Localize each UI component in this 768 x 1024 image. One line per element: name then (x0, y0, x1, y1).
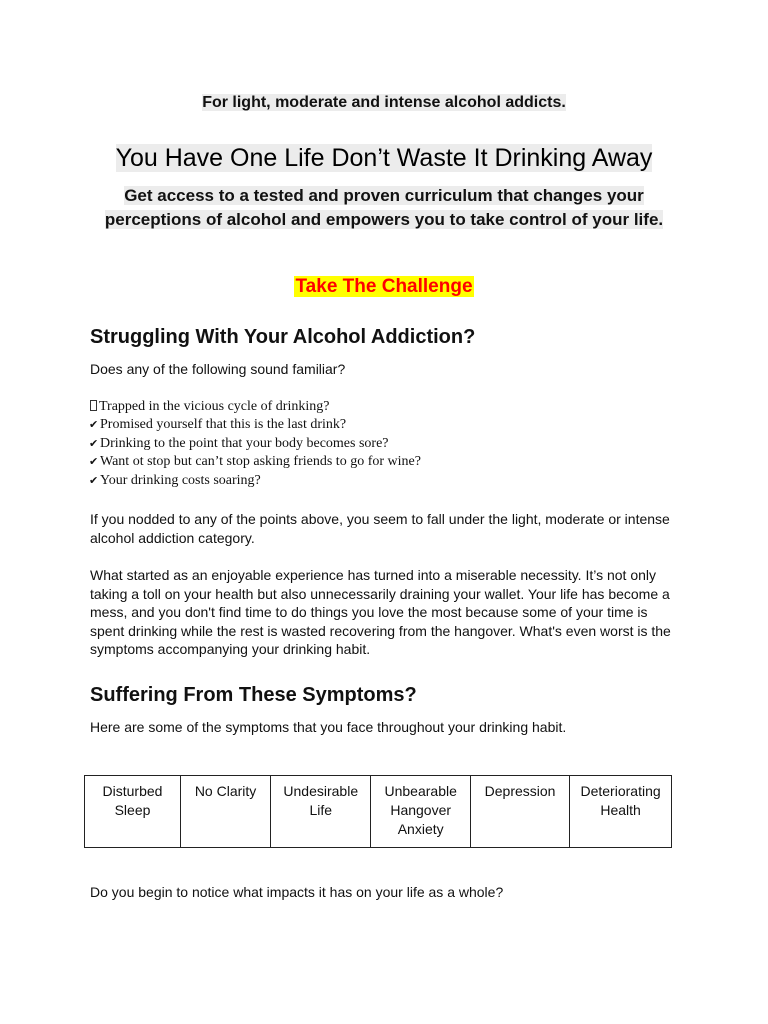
table-cell: No Clarity (180, 776, 270, 848)
table-cell: Disturbed Sleep (85, 776, 181, 848)
list-item: ✔ Promised yourself that this is the last drink? (89, 416, 689, 434)
paragraph-category: If you nodded to any of the points above, you seem to fall under the light, moderate or intense alcohol addiction category. (90, 511, 670, 546)
checkmark-icon: ✔ (89, 436, 99, 450)
checkmark-icon: ✔ (89, 418, 99, 432)
table-cell: Deteriorating Health (570, 776, 672, 848)
closing-question: Do you begin to notice what impacts it has on your life as a whole? (90, 884, 504, 900)
symptoms-intro: Here are some of the symptoms that you face throughout your drinking habit. (90, 719, 567, 735)
symptoms-table (84, 775, 672, 848)
table-cell: Unbearable Hangover Anxiety (371, 776, 471, 848)
subheadline-line-2: perceptions of alcohol and empowers you to take control of your life. (104, 210, 664, 229)
cta-container (0, 274, 768, 300)
table-row (85, 776, 672, 848)
symptom-checklist (89, 398, 689, 490)
empty-box-icon (90, 400, 97, 411)
tagline: For light, moderate and intense alcohol addicts. (202, 94, 566, 111)
take-challenge-link[interactable]: Take The Challenge (295, 276, 473, 297)
paragraph-experience: What started as an enjoyable experience has turned into a miserable necessity. It’s not only taking a toll on your health but also unnecessarily draining your wallet. Your life has become a mess, and you don't find time to do things you love the most because some of your time is spent drinking while the rest is wasted recovering from the hangover. What's even worst is the symptoms accompanying your drinking habit. (90, 567, 671, 657)
section-intro: Does any of the following sound familiar? (90, 361, 346, 377)
checkmark-icon: ✔ (89, 455, 99, 469)
section-heading-struggling: Struggling With Your Alcohol Addiction? (90, 326, 476, 348)
section-heading-symptoms: Suffering From These Symptoms? (90, 684, 417, 706)
list-item: Trapped in the vicious cycle of drinking? (89, 398, 689, 416)
table-cell: Undesirable Life (271, 776, 371, 848)
subheadline (0, 184, 768, 232)
table-cell: Depression (470, 776, 569, 848)
subheadline-line-1: Get access to a tested and proven curriculum that changes your (124, 186, 644, 205)
list-item: ✔ Want ot stop but can’t stop asking friends to go for wine? (89, 453, 689, 471)
checkmark-icon: ✔ (89, 473, 99, 487)
list-item: ✔ Drinking to the point that your body becomes sore? (89, 435, 689, 453)
list-item: ✔ Your drinking costs soaring? (89, 472, 689, 490)
headline: You Have One Life Don’t Waste It Drinking Away (115, 144, 653, 172)
